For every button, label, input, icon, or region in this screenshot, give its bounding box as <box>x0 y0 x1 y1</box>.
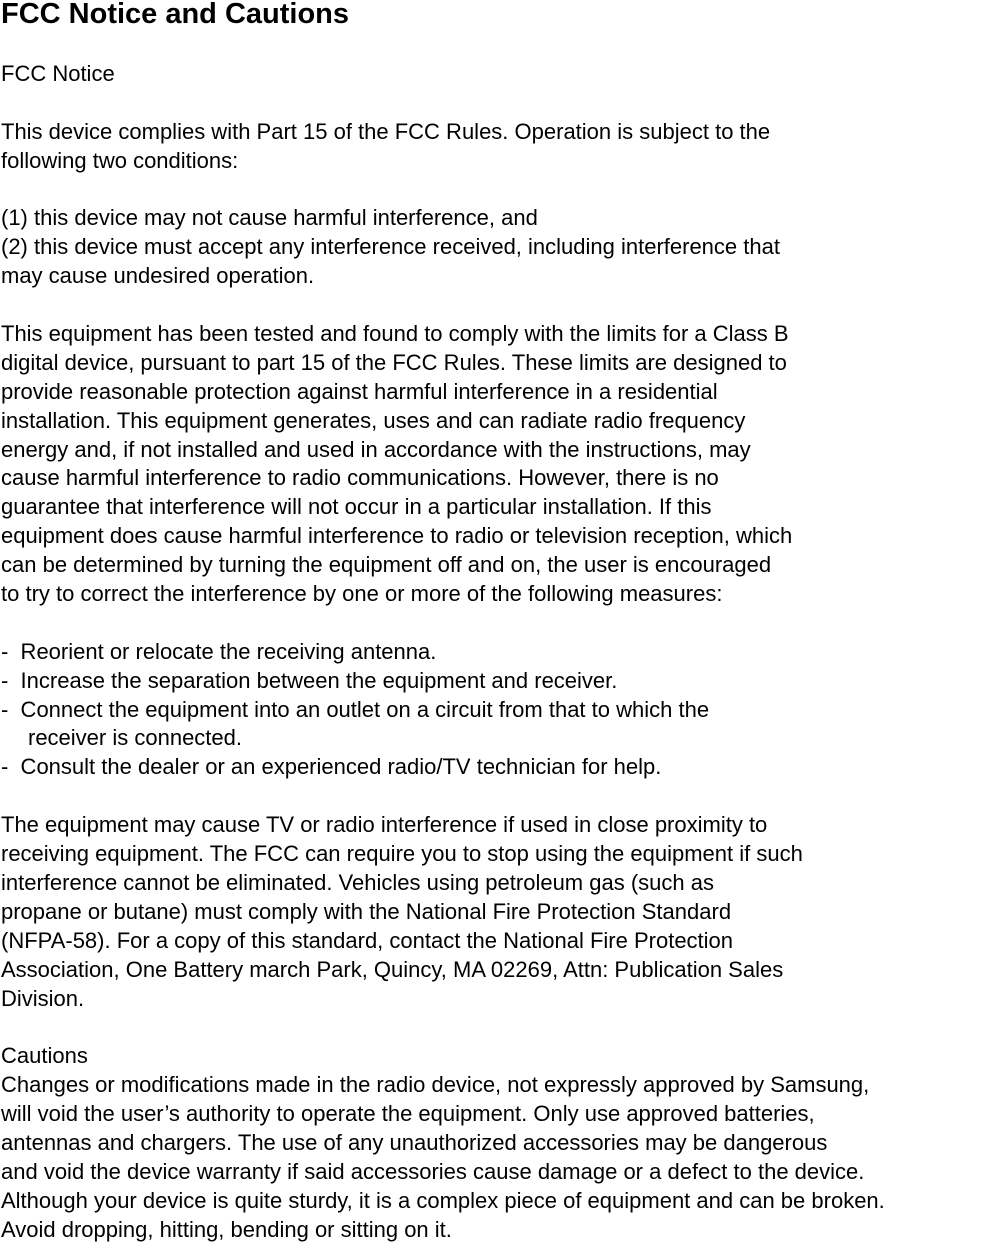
paragraph-line: This equipment has been tested and found to comply with the limits for a Class B <box>1 321 789 347</box>
measure-item: - Reorient or relocate the receiving antenna. <box>1 638 437 664</box>
paragraph-line: energy and, if not installed and used in accordance with the instructions, may <box>1 436 751 462</box>
paragraph-line: (NFPA-58). For a copy of this standard, contact the National Fire Protection <box>1 927 734 953</box>
paragraph-line: Division. <box>1 985 85 1011</box>
page-title: FCC Notice and Cautions <box>1 0 350 30</box>
measure-item-continuation: receiver is connected. <box>28 725 242 751</box>
fcc-notice-heading: FCC Notice <box>1 61 115 86</box>
measure-item: - Consult the dealer or an experienced radio/TV technician for help. <box>1 754 662 780</box>
cautions-heading: Cautions <box>1 1043 88 1069</box>
paragraph-line: This device complies with Part 15 of the FCC Rules. Operation is subject to the <box>1 118 771 144</box>
paragraph-line: propane or butane) must comply with the National Fire Protection Standard <box>1 898 732 924</box>
measure-item: - Connect the equipment into an outlet on a circuit from that to which the <box>1 696 710 722</box>
cautions-line: and void the device warranty if said accessories cause damage or a defect to the device. <box>1 1158 865 1184</box>
paragraph-line: equipment does cause harmful interference to radio or television reception, which <box>1 523 793 549</box>
paragraph-line: to try to correct the interference by one or more of the following measures: <box>1 581 723 607</box>
paragraph-line: following two conditions: <box>1 147 239 173</box>
cautions-line: Avoid dropping, hitting, bending or sitting on it. <box>1 1216 452 1242</box>
cautions-line: Changes or modifications made in the radio device, not expressly approved by Samsung, <box>1 1072 870 1098</box>
paragraph-line: digital device, pursuant to part 15 of the FCC Rules. These limits are designed to <box>1 349 787 375</box>
paragraph-line: Association, One Battery march Park, Quincy, MA 02269, Attn: Publication Sales <box>1 956 784 982</box>
paragraph-line: interference cannot be eliminated. Vehicles using petroleum gas (such as <box>1 869 714 895</box>
paragraph-line: receiving equipment. The FCC can require you to stop using the equipment if such <box>1 841 803 867</box>
condition-line: (1) this device may not cause harmful interference, and <box>1 205 538 231</box>
cautions-line: Although your device is quite sturdy, it is a complex piece of equipment and can be broken. <box>1 1187 885 1213</box>
paragraph-line: provide reasonable protection against harmful interference in a residential <box>1 378 718 404</box>
cautions-line: will void the user’s authority to operate the equipment. Only use approved batteries, <box>1 1101 815 1127</box>
paragraph-line: cause harmful interference to radio communications. However, there is no <box>1 465 719 491</box>
document-body <box>1 60 1001 1245</box>
paragraph-line: The equipment may cause TV or radio interference if used in close proximity to <box>1 812 768 838</box>
paragraph-line: can be determined by turning the equipment off and on, the user is encouraged <box>1 552 772 578</box>
condition-line: may cause undesired operation. <box>1 263 315 289</box>
condition-line: (2) this device must accept any interference received, including interference that <box>1 234 780 260</box>
measure-item: - Increase the separation between the equipment and receiver. <box>1 667 618 693</box>
paragraph-line: installation. This equipment generates, uses and can radiate radio frequency <box>1 407 746 433</box>
paragraph-line: guarantee that interference will not occur in a particular installation. If this <box>1 494 712 520</box>
cautions-line: antennas and chargers. The use of any unauthorized accessories may be dangerous <box>1 1129 828 1155</box>
